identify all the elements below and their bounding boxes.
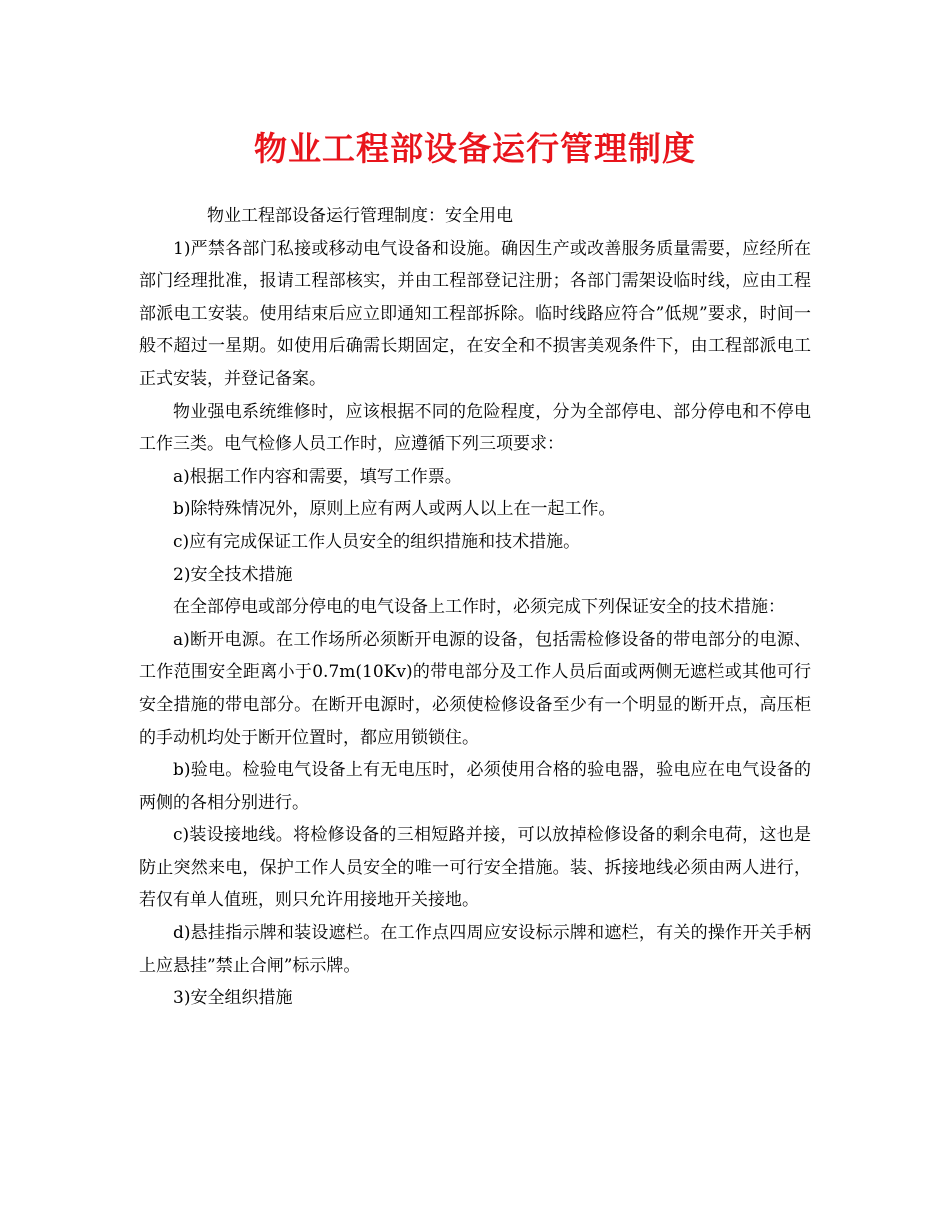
list-item-grounding: c)装设接地线。将检修设备的三相短路并接，可以放掉检修设备的剩余电荷，这也是防止突然来电，保护工作人员安全的唯一可行安全措施。装、拆接地线必须由两人进行，若仅有单人值班，则只允许用接地开关接地。	[139, 825, 811, 911]
section-heading-technical-measures: 2)安全技术措施	[173, 564, 293, 585]
document-body	[139, 200, 811, 1015]
section-heading-organizational-measures: 3)安全组织措施	[173, 988, 293, 1009]
section-heading-safe-electricity: 物业工程部设备运行管理制度：安全用电	[207, 206, 513, 226]
list-item-safety-measures: c)应有完成保证工作人员安全的组织措施和技术措施。	[173, 531, 581, 552]
paragraph-private-wiring-rule: 1)严禁各部门私接或移动电气设备和设施。确因生产或改善服务质量需要，应经所在部门经理批准，报请工程部核实，并由工程部登记注册；各部门需架设临时线，应由工程部派电工安装。使用结束后应立即通知工程部拆除。临时线路应符合”低规”要求，时间一般不超过一星期。如使用后确需长期固定，在安全和不损害美观条件下，由工程部派电工正式安装，并登记备案。	[139, 238, 811, 389]
list-item-signs-and-barriers: d)悬挂指示牌和装设遮栏。在工作点四周应安设标示牌和遮栏，有关的操作开关手柄上应悬挂”禁止合闸”标示牌。	[139, 923, 811, 976]
paragraph-maintenance-categories: 物业强电系统维修时，应该根据不同的危险程度，分为全部停电、部分停电和不停电工作三类。电气检修人员工作时，应遵循下列三项要求：	[139, 401, 811, 455]
document-title: 物业工程部设备运行管理制度	[254, 129, 696, 168]
list-item-disconnect-power: a)断开电源。在工作场所必须断开电源的设备，包括需检修设备的带电部分的电源、工作范围安全距离小于0.7m(10Kv)的带电部分及工作人员后面或两侧无遮栏或其他可行安全措施的带电部分。在断开电源时，必须使检修设备至少有一个明显的断开点，高压柜的手动机均处于断开位置时，都应用锁锁住。	[139, 629, 811, 748]
list-item-work-ticket: a)根据工作内容和需要，填写工作票。	[173, 466, 462, 487]
list-item-voltage-test: b)验电。检验电气设备上有无电压时，必须使用合格的验电器，验电应在电气设备的两侧的各相分别进行。	[139, 760, 811, 813]
paragraph-technical-measures-intro: 在全部停电或部分停电的电气设备上工作时，必须完成下列保证安全的技术措施：	[173, 597, 785, 618]
list-item-two-person-rule: b)除特殊情况外，原则上应有两人或两人以上在一起工作。	[173, 499, 616, 520]
